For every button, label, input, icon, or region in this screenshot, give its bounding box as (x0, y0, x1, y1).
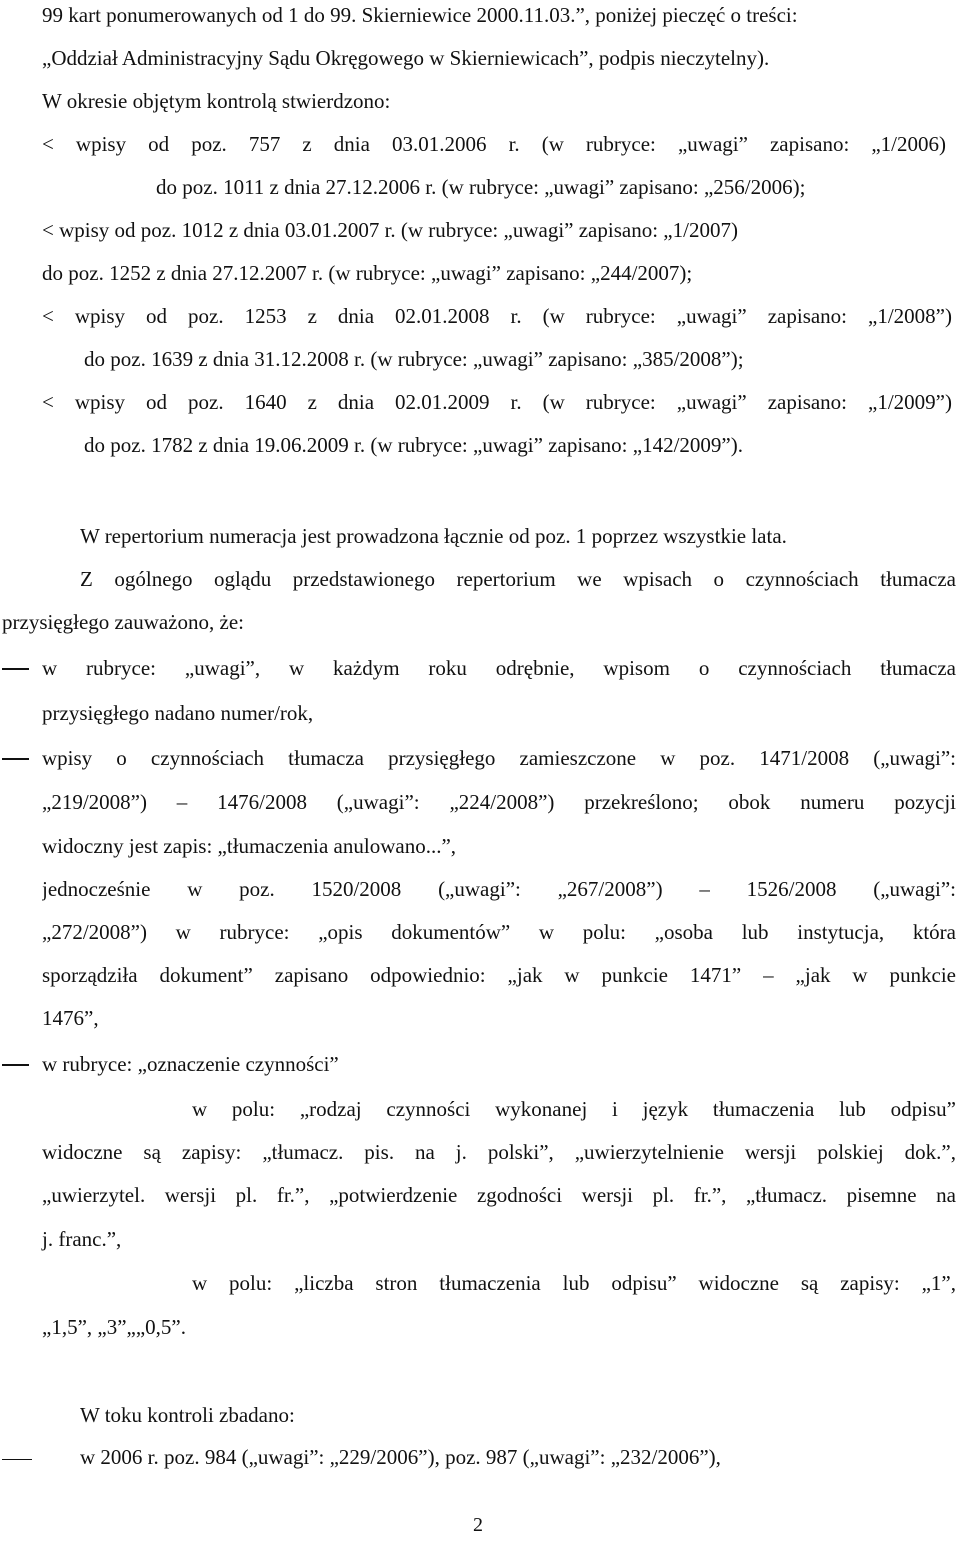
list-bullet-dash (2, 1459, 32, 1460)
list-item-text: w polu: „liczba stron tłumaczenia lub odpisu” widoczne są zapisy: „1”, (192, 1271, 956, 1295)
text-line: < wpisy od poz. 1253 z dnia 02.01.2008 r. (w rubryce: „uwagi” zapisano: „1/2008”) (42, 304, 952, 328)
text-line: < wpisy od poz. 757 z dnia 03.01.2006 r. (w rubryce: „uwagi” zapisano: „1/2006) (42, 132, 946, 156)
list-item-text: w 2006 r. poz. 984 („uwagi”: „229/2006”), poz. 987 („uwagi”: „232/2006”), (80, 1445, 721, 1469)
text-line: do poz. 1252 z dnia 27.12.2007 r. (w rubryce: „uwagi” zapisano: „244/2007); (42, 261, 693, 285)
text-line: < wpisy od poz. 1012 z dnia 03.01.2007 r. (w rubryce: „uwagi” zapisano: „1/2007) (42, 218, 738, 242)
text-line: do poz. 1782 z dnia 19.06.2009 r. (w rubryce: „uwagi” zapisano: „142/2009”). (84, 433, 743, 457)
list-bullet-dash (2, 668, 29, 670)
text-line: 99 kart ponumerowanych od 1 do 99. Skierniewice 2000.11.03.”, poniżej pieczęć o treści: (42, 3, 798, 27)
list-item-text: j. franc.”, (42, 1227, 122, 1251)
list-item-text: „1,5”, „3”„„0,5”. (42, 1315, 186, 1339)
text-line: do poz. 1639 z dnia 31.12.2008 r. (w rubryce: „uwagi” zapisano: „385/2008”); (84, 347, 744, 371)
text-line: do poz. 1011 z dnia 27.12.2006 r. (w rubryce: „uwagi” zapisano: „256/2006); (156, 175, 806, 199)
list-bullet-dash (2, 758, 29, 760)
text-line: < wpisy od poz. 1640 z dnia 02.01.2009 r. (w rubryce: „uwagi” zapisano: „1/2009”) (42, 390, 952, 414)
text-line: W toku kontroli zbadano: (80, 1403, 295, 1427)
list-item-text: sporządziła dokument” zapisano odpowiednio: „jak w punkcie 1471” – „jak w punkcie (42, 963, 956, 987)
list-item-text: „uwierzytel. wersji pl. fr.”, „potwierdzenie zgodności wersji pl. fr.”, „tłumacz. pisemne na (42, 1183, 956, 1207)
list-item-text: wpisy o czynnościach tłumacza przysięgłego zamieszczone w poz. 1471/2008 („uwagi”: (42, 746, 956, 770)
list-item-text: widoczne są zapisy: „tłumacz. pis. na j. polski”, „uwierzytelnienie wersji polskiej dok.”, (42, 1140, 956, 1164)
text-line: W okresie objętym kontrolą stwierdzono: (42, 89, 391, 113)
text-line: „Oddział Administracyjny Sądu Okręgowego w Skierniewicach”, podpis nieczytelny). (42, 46, 770, 70)
list-item-text: w polu: „rodzaj czynności wykonanej i język tłumaczenia lub odpisu” (192, 1097, 956, 1121)
text-line: przysięgłego zauważono, że: (2, 610, 244, 634)
list-item-text: przysięgłego nadano numer/rok, (42, 701, 314, 725)
text-line: W repertorium numeracja jest prowadzona łącznie od poz. 1 poprzez wszystkie lata. (80, 524, 787, 548)
list-item-text: „272/2008”) w rubryce: „opis dokumentów” w polu: „osoba lub instytucja, która (42, 920, 956, 944)
list-item-text: „219/2008”) – 1476/2008 („uwagi”: „224/2008”) przekreślono; obok numeru pozycji (42, 790, 956, 814)
page-number: 2 (473, 1514, 483, 1536)
list-item-text: w rubryce: „oznaczenie czynności” (42, 1052, 339, 1076)
list-bullet-dash (2, 1064, 29, 1066)
list-item-text: jednocześnie w poz. 1520/2008 („uwagi”: „267/2008”) – 1526/2008 („uwagi”: (42, 877, 956, 901)
list-item-text: w rubryce: „uwagi”, w każdym roku odrębnie, wpisom o czynnościach tłumacza (42, 656, 956, 680)
text-line: Z ogólnego oglądu przedstawionego repertorium we wpisach o czynnościach tłumacza (80, 567, 956, 591)
list-item-text: widoczny jest zapis: „tłumaczenia anulowano...”, (42, 834, 457, 858)
list-item-text: 1476”, (42, 1006, 99, 1030)
